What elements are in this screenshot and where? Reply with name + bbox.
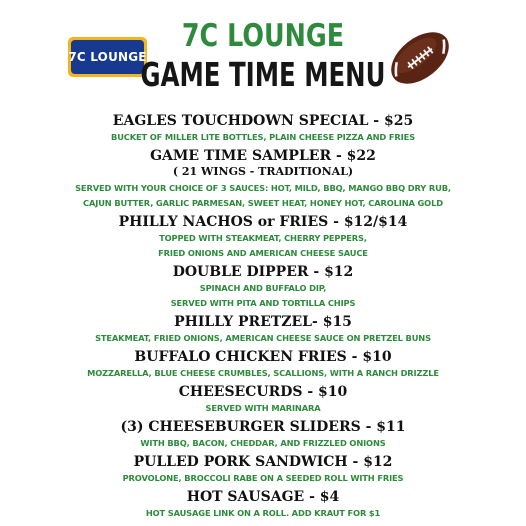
menu-item-description: SERVED WITH PITA AND TORTILLA CHIPS xyxy=(170,298,356,308)
menu-item-description: SERVED WITH MARINARA xyxy=(205,403,321,413)
menu-item-title: EAGLES TOUCHDOWN SPECIAL - $25 xyxy=(112,113,414,129)
menu-item xyxy=(0,314,526,346)
menu-title: GAME TIME MENU xyxy=(140,55,386,94)
menu-item-description: TOPPED WITH STEAKMEAT, CHERRY PEPPERS, xyxy=(159,233,367,243)
menu-item-description: FRIED ONIONS AND AMERICAN CHEESE SAUCE xyxy=(158,248,368,258)
menu-item xyxy=(0,419,526,451)
menu-item-title: CHEESECURDS - $10 xyxy=(178,384,348,400)
menu-item-title: GAME TIME SAMPLER - $22 xyxy=(150,148,376,164)
menu-list xyxy=(0,113,526,521)
menu-item-description: SERVED WITH YOUR CHOICE OF 3 SAUCES: HOT, MILD, BBQ, MANGO BBQ DRY RUB, xyxy=(75,183,451,193)
menu-item-title: BUFFALO CHICKEN FRIES - $10 xyxy=(134,349,392,365)
menu-item-description: BUCKET OF MILLER LITE BOTTLES, PLAIN CHEESE PIZZA AND FRIES xyxy=(111,132,415,142)
menu-item-description: HOT SAUSAGE LINK ON A ROLL. ADD KRAUT FOR $1 xyxy=(145,508,381,518)
menu-item-subtitle: ( 21 WINGS - TRADITIONAL) xyxy=(172,165,354,178)
football-icon xyxy=(385,25,455,91)
menu-item-description: SPINACH AND BUFFALO DIP, xyxy=(199,283,327,293)
menu-item xyxy=(0,349,526,381)
menu-item-title: DOUBLE DIPPER - $12 xyxy=(172,264,354,280)
menu-item-title: PULLED PORK SANDWICH - $12 xyxy=(133,454,393,470)
menu-item-description: WITH BBQ, BACON, CHEDDAR, AND FRIZZLED ONIONS xyxy=(140,438,386,448)
menu-item xyxy=(0,214,526,261)
menu-item-description: PROVOLONE, BROCCOLI RABE ON A SEEDED ROLL WITH FRIES xyxy=(122,473,404,483)
menu-item-title: PHILLY NACHOS or FRIES - $12/$14 xyxy=(118,214,408,230)
menu-item xyxy=(0,148,526,211)
logo-text: 7C LOUNGE xyxy=(68,50,147,64)
menu-item-title: HOT SAUSAGE - $4 xyxy=(186,489,340,505)
menu-item xyxy=(0,113,526,145)
menu-item xyxy=(0,454,526,486)
venue-title: 7C LOUNGE xyxy=(181,18,345,54)
menu-item xyxy=(0,384,526,416)
menu-item-description: MOZZARELLA, BLUE CHEESE CRUMBLES, SCALLIONS, WITH A RANCH DRIZZLE xyxy=(87,368,439,378)
menu-item-description: STEAKMEAT, FRIED ONIONS, AMERICAN CHEESE SAUCE ON PRETZEL BUNS xyxy=(95,333,431,343)
menu-item-description: CAJUN BUTTER, GARLIC PARMESAN, SWEET HEAT, HONEY HOT, CAROLINA GOLD xyxy=(83,198,443,208)
menu-item xyxy=(0,264,526,311)
menu-item-title: (3) CHEESEBURGER SLIDERS - $11 xyxy=(120,419,406,435)
menu-item xyxy=(0,489,526,521)
menu-item-title: PHILLY PRETZEL- $15 xyxy=(174,314,352,330)
